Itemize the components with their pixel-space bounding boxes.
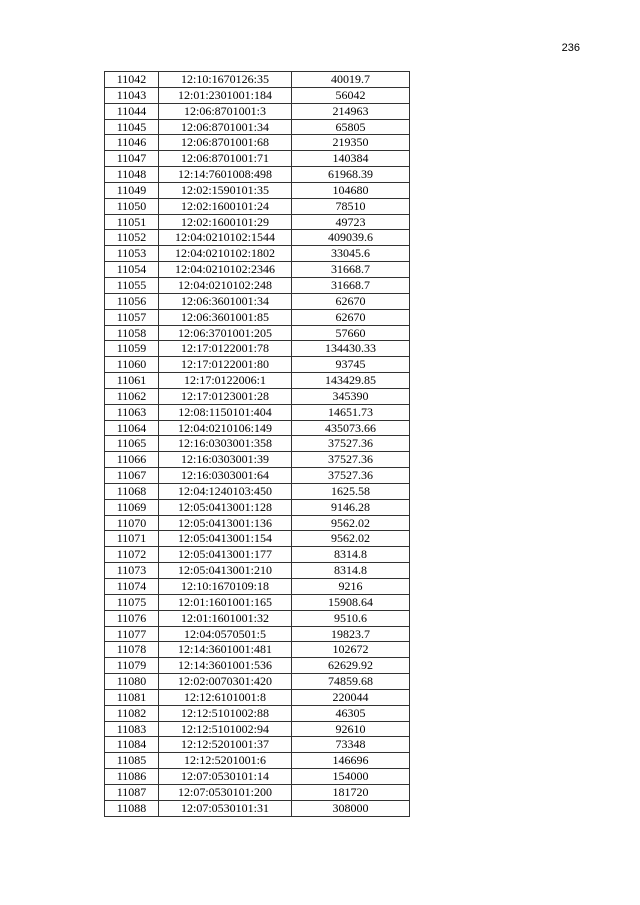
row-number-cell: 11062: [105, 388, 159, 404]
cadastral-number-cell: 12:02:1600101:24: [159, 198, 292, 214]
row-number-cell: 11073: [105, 563, 159, 579]
row-number-cell: 11048: [105, 167, 159, 183]
table-row: [105, 483, 410, 499]
row-number-cell: 11058: [105, 325, 159, 341]
value-cell: 56042: [292, 87, 410, 103]
cadastral-number-cell: 12:12:6101001:8: [159, 689, 292, 705]
row-number-cell: 11080: [105, 674, 159, 690]
row-number-cell: 11085: [105, 753, 159, 769]
cadastral-number-cell: 12:07:0530101:200: [159, 784, 292, 800]
value-cell: 62670: [292, 293, 410, 309]
value-cell: 8314.8: [292, 547, 410, 563]
value-cell: 14651.73: [292, 404, 410, 420]
row-number-cell: 11059: [105, 341, 159, 357]
table-row: [105, 531, 410, 547]
row-number-cell: 11087: [105, 784, 159, 800]
cadastral-number-cell: 12:07:0530101:14: [159, 769, 292, 785]
value-cell: 15908.64: [292, 594, 410, 610]
table-row: [105, 119, 410, 135]
value-cell: 1625.58: [292, 483, 410, 499]
table-row: [105, 151, 410, 167]
cadastral-number-cell: 12:04:0210102:248: [159, 277, 292, 293]
cadastral-number-cell: 12:14:3601001:481: [159, 642, 292, 658]
cadastral-number-cell: 12:06:8701001:34: [159, 119, 292, 135]
row-number-cell: 11054: [105, 262, 159, 278]
cadastral-number-cell: 12:04:0570501:5: [159, 626, 292, 642]
cadastral-number-cell: 12:02:1600101:29: [159, 214, 292, 230]
row-number-cell: 11045: [105, 119, 159, 135]
row-number-cell: 11064: [105, 420, 159, 436]
value-cell: 143429.85: [292, 373, 410, 389]
value-cell: 65805: [292, 119, 410, 135]
row-number-cell: 11055: [105, 277, 159, 293]
table-row: [105, 674, 410, 690]
table-row: [105, 753, 410, 769]
table-row: [105, 468, 410, 484]
row-number-cell: 11074: [105, 579, 159, 595]
value-cell: 8314.8: [292, 563, 410, 579]
cadastral-number-cell: 12:12:5101002:88: [159, 705, 292, 721]
cadastral-number-cell: 12:12:5201001:6: [159, 753, 292, 769]
row-number-cell: 11044: [105, 103, 159, 119]
cadastral-number-cell: 12:17:0122006:1: [159, 373, 292, 389]
table-row: [105, 689, 410, 705]
row-number-cell: 11046: [105, 135, 159, 151]
row-number-cell: 11086: [105, 769, 159, 785]
row-number-cell: 11050: [105, 198, 159, 214]
cadastral-number-cell: 12:16:0303001:64: [159, 468, 292, 484]
row-number-cell: 11084: [105, 737, 159, 753]
row-number-cell: 11065: [105, 436, 159, 452]
table-row: [105, 357, 410, 373]
cadastral-number-cell: 12:10:1670109:18: [159, 579, 292, 595]
cadastral-number-cell: 12:05:0413001:136: [159, 515, 292, 531]
cadastral-number-cell: 12:04:0210102:2346: [159, 262, 292, 278]
table-row: [105, 214, 410, 230]
value-cell: 31668.7: [292, 262, 410, 278]
table-row: [105, 784, 410, 800]
cadastral-number-cell: 12:02:0070301:420: [159, 674, 292, 690]
cadastral-number-cell: 12:17:0122001:78: [159, 341, 292, 357]
table-row: [105, 800, 410, 816]
page-number: 236: [561, 42, 580, 54]
value-cell: 220044: [292, 689, 410, 705]
table-row: [105, 499, 410, 515]
value-cell: 146696: [292, 753, 410, 769]
table-row: [105, 167, 410, 183]
value-cell: 93745: [292, 357, 410, 373]
table-row: [105, 721, 410, 737]
value-cell: 33045.6: [292, 246, 410, 262]
table-row: [105, 72, 410, 88]
table-row: [105, 309, 410, 325]
value-cell: 345390: [292, 388, 410, 404]
row-number-cell: 11051: [105, 214, 159, 230]
value-cell: 9562.02: [292, 531, 410, 547]
row-number-cell: 11063: [105, 404, 159, 420]
row-number-cell: 11047: [105, 151, 159, 167]
cadastral-number-cell: 12:01:1601001:165: [159, 594, 292, 610]
value-cell: 74859.68: [292, 674, 410, 690]
table-row: [105, 737, 410, 753]
value-cell: 154000: [292, 769, 410, 785]
cadastral-number-cell: 12:10:1670126:35: [159, 72, 292, 88]
table-row: [105, 135, 410, 151]
data-table: [104, 71, 410, 817]
cadastral-number-cell: 12:17:0123001:28: [159, 388, 292, 404]
cadastral-number-cell: 12:12:5101002:94: [159, 721, 292, 737]
value-cell: 37527.36: [292, 452, 410, 468]
row-number-cell: 11077: [105, 626, 159, 642]
cadastral-number-cell: 12:05:0413001:128: [159, 499, 292, 515]
cadastral-number-cell: 12:16:0303001:39: [159, 452, 292, 468]
table-row: [105, 769, 410, 785]
row-number-cell: 11060: [105, 357, 159, 373]
cadastral-number-cell: 12:05:0413001:177: [159, 547, 292, 563]
table-row: [105, 404, 410, 420]
cadastral-number-cell: 12:12:5201001:37: [159, 737, 292, 753]
row-number-cell: 11082: [105, 705, 159, 721]
table-body: [105, 72, 410, 817]
cadastral-number-cell: 12:01:2301001:184: [159, 87, 292, 103]
row-number-cell: 11071: [105, 531, 159, 547]
table-row: [105, 610, 410, 626]
cadastral-number-cell: 12:06:3601001:85: [159, 309, 292, 325]
row-number-cell: 11081: [105, 689, 159, 705]
value-cell: 62670: [292, 309, 410, 325]
cadastral-number-cell: 12:17:0122001:80: [159, 357, 292, 373]
row-number-cell: 11066: [105, 452, 159, 468]
value-cell: 134430.33: [292, 341, 410, 357]
row-number-cell: 11053: [105, 246, 159, 262]
table-row: [105, 246, 410, 262]
table-row: [105, 262, 410, 278]
table-row: [105, 626, 410, 642]
cadastral-number-cell: 12:06:8701001:3: [159, 103, 292, 119]
table-row: [105, 563, 410, 579]
table-row: [105, 658, 410, 674]
row-number-cell: 11068: [105, 483, 159, 499]
value-cell: 40019.7: [292, 72, 410, 88]
table-row: [105, 230, 410, 246]
table-row: [105, 103, 410, 119]
cadastral-number-cell: 12:06:3701001:205: [159, 325, 292, 341]
value-cell: 104680: [292, 182, 410, 198]
row-number-cell: 11070: [105, 515, 159, 531]
table-row: [105, 436, 410, 452]
value-cell: 140384: [292, 151, 410, 167]
table-row: [105, 293, 410, 309]
row-number-cell: 11061: [105, 373, 159, 389]
row-number-cell: 11088: [105, 800, 159, 816]
table-row: [105, 452, 410, 468]
cadastral-number-cell: 12:08:1150101:404: [159, 404, 292, 420]
cadastral-number-cell: 12:05:0413001:154: [159, 531, 292, 547]
table-row: [105, 198, 410, 214]
table-row: [105, 547, 410, 563]
table-row: [105, 277, 410, 293]
table-row: [105, 594, 410, 610]
value-cell: 409039.6: [292, 230, 410, 246]
cadastral-number-cell: 12:04:0210102:1544: [159, 230, 292, 246]
row-number-cell: 11078: [105, 642, 159, 658]
row-number-cell: 11083: [105, 721, 159, 737]
value-cell: 37527.36: [292, 468, 410, 484]
row-number-cell: 11067: [105, 468, 159, 484]
table-row: [105, 325, 410, 341]
table-row: [105, 182, 410, 198]
value-cell: 62629.92: [292, 658, 410, 674]
value-cell: 73348: [292, 737, 410, 753]
table-row: [105, 705, 410, 721]
cadastral-number-cell: 12:02:1590101:35: [159, 182, 292, 198]
cadastral-number-cell: 12:06:8701001:68: [159, 135, 292, 151]
row-number-cell: 11057: [105, 309, 159, 325]
table-row: [105, 341, 410, 357]
cadastral-number-cell: 12:06:3601001:34: [159, 293, 292, 309]
row-number-cell: 11056: [105, 293, 159, 309]
cadastral-number-cell: 12:04:0210102:1802: [159, 246, 292, 262]
value-cell: 9510.6: [292, 610, 410, 626]
value-cell: 49723: [292, 214, 410, 230]
cadastral-number-cell: 12:04:0210106:149: [159, 420, 292, 436]
value-cell: 92610: [292, 721, 410, 737]
cadastral-number-cell: 12:07:0530101:31: [159, 800, 292, 816]
row-number-cell: 11079: [105, 658, 159, 674]
value-cell: 219350: [292, 135, 410, 151]
cadastral-number-cell: 12:04:1240103:450: [159, 483, 292, 499]
row-number-cell: 11043: [105, 87, 159, 103]
row-number-cell: 11072: [105, 547, 159, 563]
row-number-cell: 11076: [105, 610, 159, 626]
table-row: [105, 579, 410, 595]
value-cell: 37527.36: [292, 436, 410, 452]
row-number-cell: 11052: [105, 230, 159, 246]
cadastral-number-cell: 12:06:8701001:71: [159, 151, 292, 167]
value-cell: 57660: [292, 325, 410, 341]
row-number-cell: 11075: [105, 594, 159, 610]
value-cell: 31668.7: [292, 277, 410, 293]
value-cell: 9562.02: [292, 515, 410, 531]
value-cell: 19823.7: [292, 626, 410, 642]
value-cell: 61968.39: [292, 167, 410, 183]
value-cell: 46305: [292, 705, 410, 721]
value-cell: 435073.66: [292, 420, 410, 436]
value-cell: 308000: [292, 800, 410, 816]
row-number-cell: 11069: [105, 499, 159, 515]
value-cell: 181720: [292, 784, 410, 800]
value-cell: 9146.28: [292, 499, 410, 515]
table-row: [105, 515, 410, 531]
table-row: [105, 388, 410, 404]
cadastral-number-cell: 12:14:7601008:498: [159, 167, 292, 183]
row-number-cell: 11042: [105, 72, 159, 88]
table-row: [105, 87, 410, 103]
value-cell: 9216: [292, 579, 410, 595]
table-row: [105, 373, 410, 389]
value-cell: 214963: [292, 103, 410, 119]
row-number-cell: 11049: [105, 182, 159, 198]
value-cell: 102672: [292, 642, 410, 658]
cadastral-number-cell: 12:05:0413001:210: [159, 563, 292, 579]
cadastral-number-cell: 12:14:3601001:536: [159, 658, 292, 674]
table-row: [105, 642, 410, 658]
value-cell: 78510: [292, 198, 410, 214]
table-row: [105, 420, 410, 436]
cadastral-number-cell: 12:01:1601001:32: [159, 610, 292, 626]
cadastral-number-cell: 12:16:0303001:358: [159, 436, 292, 452]
